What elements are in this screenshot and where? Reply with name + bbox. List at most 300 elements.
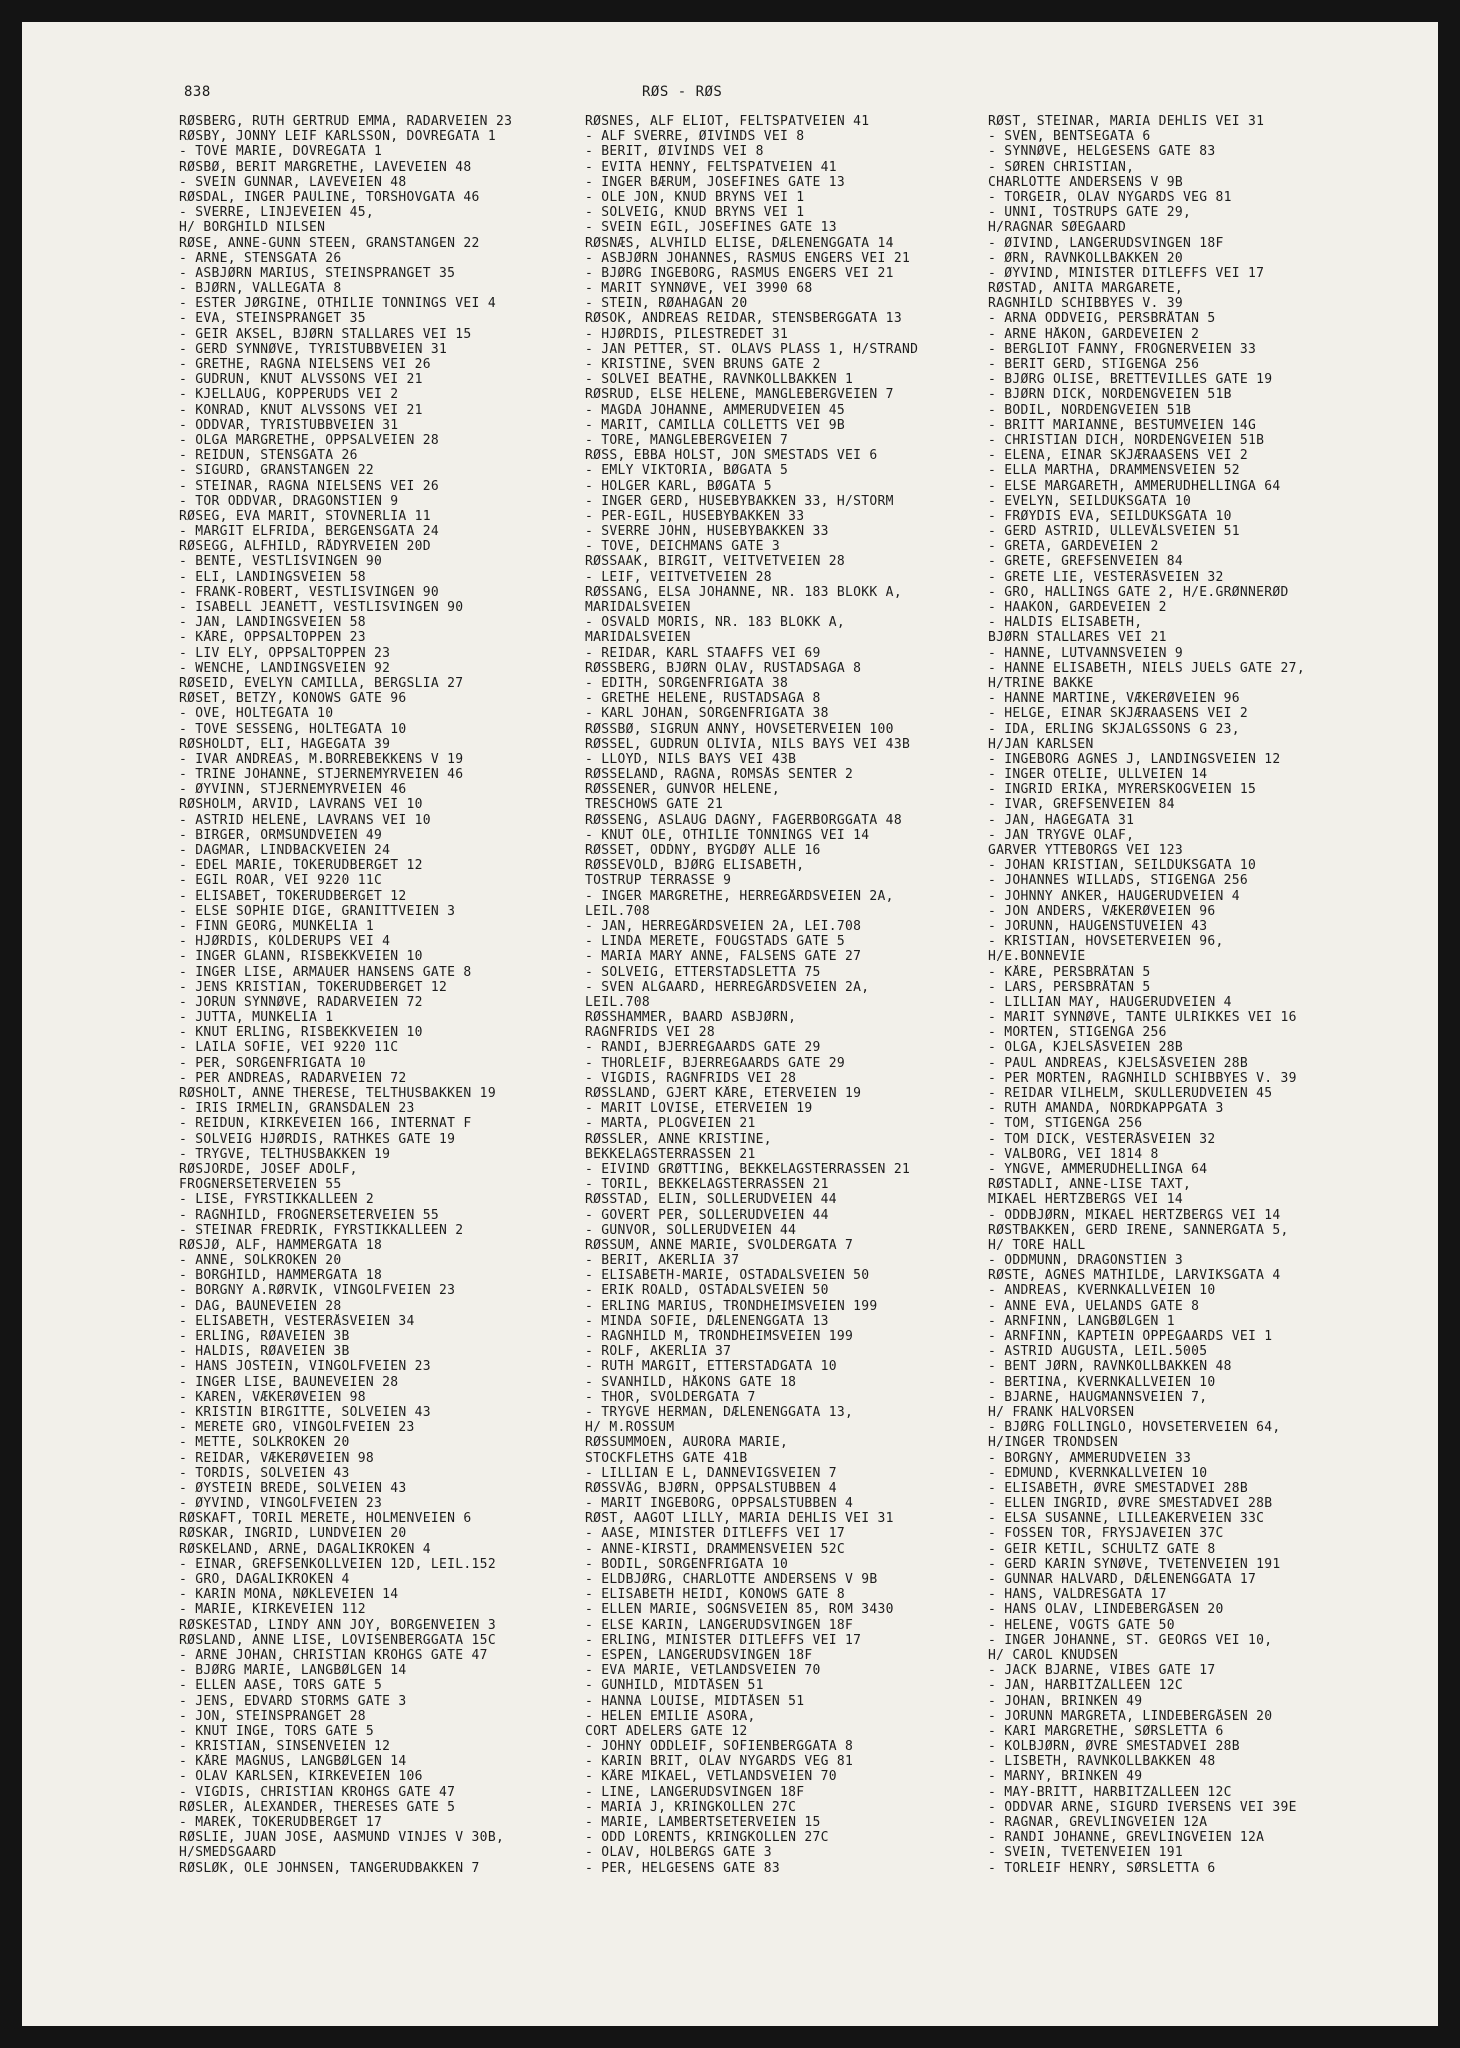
directory-entry: MARIDALSVEIEN xyxy=(585,630,691,646)
directory-entry: - RUTH MARGIT, ETTERSTADGATA 10 xyxy=(585,1359,837,1375)
directory-entry: - EVA, STEINSPRANGET 35 xyxy=(179,311,366,327)
directory-entry: CHARLOTTE ANDERSENS V 9B xyxy=(988,174,1184,190)
directory-entry: RØSDAL, INGER PAULINE, TORSHOVGATA 46 xyxy=(179,189,480,205)
directory-entry: - TRYGVE HERMAN, DÆLENENGGATA 13, xyxy=(585,1404,854,1420)
directory-entry: - EMLY VIKTORIA, BØGATA 5 xyxy=(585,463,789,479)
directory-entry: - REIDAR VILHELM, SKULLERUDVEIEN 45 xyxy=(988,1086,1273,1101)
directory-entry: - KARIN BRIT, OLAV NYGARDS VEG 81 xyxy=(585,1754,854,1770)
directory-entry: - REIDAR, KARL STAAFFS VEI 69 xyxy=(585,645,821,661)
directory-entry: - JENS KRISTIAN, TOKERUDBERGET 12 xyxy=(179,979,448,995)
directory-entry: - BENTE, VESTLISVINGEN 90 xyxy=(179,554,383,570)
directory-entry: - BODIL, SORGENFRIGATA 10 xyxy=(585,1556,789,1572)
directory-entry: RØST, STEINAR, MARIA DEHLIS VEI 31 xyxy=(988,114,1265,129)
directory-entry: - ØRN, RAVNKOLLBAKKEN 20 xyxy=(988,250,1184,266)
directory-entry: - HANS JOSTEIN, VINGOLFVEIEN 23 xyxy=(179,1359,431,1375)
directory-column-3 xyxy=(988,114,1408,1876)
directory-entry: - ROLF, AKERLIA 37 xyxy=(585,1344,732,1360)
directory-entry: - RANDI, BJERREGAARDS GATE 29 xyxy=(585,1040,821,1056)
directory-entry: - MARIT SYNNØVE, TANTE ULRIKKES VEI 16 xyxy=(988,1010,1297,1026)
directory-entry: RØSHOLDT, ELI, HAGEGATA 39 xyxy=(179,736,391,752)
directory-entry: H/ TORE HALL xyxy=(988,1237,1086,1253)
directory-entry: - OLGA, KJELSÅSVEIEN 28B xyxy=(988,1040,1184,1056)
directory-entry: - WENCHE, LANDINGSVEIEN 92 xyxy=(179,660,391,676)
directory-entry: - ELISABETH, VESTERÅSVEIEN 34 xyxy=(179,1313,415,1329)
directory-entry: - SVEIN, TVETENVEIEN 191 xyxy=(988,1845,1184,1861)
directory-entry: - ELI, LANDINGSVEIEN 58 xyxy=(179,569,366,585)
directory-entry: - OVE, HOLTEGATA 10 xyxy=(179,706,334,722)
directory-entry: - ARNE HÅKON, GARDEVEIEN 2 xyxy=(988,326,1200,342)
directory-entry: RØSSBØ, SIGRUN ANNY, HOVSETERVEIEN 100 xyxy=(585,721,894,737)
directory-entry: - ØYVIND, VINGOLFVEIEN 23 xyxy=(179,1496,383,1512)
directory-entry: - HANNA LOUISE, MIDTÅSEN 51 xyxy=(585,1693,805,1709)
directory-entry: RØSE, ANNE-GUNN STEEN, GRANSTANGEN 22 xyxy=(179,235,480,251)
directory-entry: - SVERRE, LINJEVEIEN 45, xyxy=(179,205,375,221)
directory-entry: - FOSSEN TOR, FRYSJAVEIEN 37C xyxy=(988,1526,1224,1542)
directory-entry: - ERIK ROALD, OSTADALSVEIEN 50 xyxy=(585,1283,829,1299)
directory-entry: - JAN PETTER, ST. OLAVS PLASS 1, H/STRAND xyxy=(585,341,919,357)
directory-entry: - FRANK-ROBERT, VESTLISVINGEN 90 xyxy=(179,584,440,600)
directory-entry: - JOHANNES WILLADS, STIGENGA 256 xyxy=(988,873,1249,889)
directory-entry: - EDITH, SORGENFRIGATA 38 xyxy=(585,675,789,691)
directory-entry: - BJØRG OLISE, BRETTEVILLES GATE 19 xyxy=(988,372,1273,388)
directory-entry: - MARNY, BRINKEN 49 xyxy=(988,1769,1143,1785)
directory-entry: - VALBORG, VEI 1814 8 xyxy=(988,1146,1159,1162)
directory-entry: - BODIL, NORDENGVEIEN 51B xyxy=(988,402,1192,418)
directory-entry: - ANNE-KIRSTI, DRAMMENSVEIEN 52C xyxy=(585,1541,846,1557)
directory-entry: - GERD KARIN SYNØVE, TVETENVEIEN 191 xyxy=(988,1556,1281,1572)
directory-entry: H/TRINE BAKKE xyxy=(988,675,1094,691)
directory-entry: - JAN, HAGEGATA 31 xyxy=(988,812,1135,828)
directory-entry: RØSSBERG, BJØRN OLAV, RUSTADSAGA 8 xyxy=(585,660,862,676)
directory-entry: - JUTTA, MUNKELIA 1 xyxy=(179,1010,334,1026)
directory-entry: - HJØRDIS, KOLDERUPS VEI 4 xyxy=(179,934,391,950)
directory-entry: - SOLVEIG, KNUD BRYNS VEI 1 xyxy=(585,205,805,221)
directory-entry: - TOVE MARIE, DOVREGATA 1 xyxy=(179,144,383,160)
directory-entry: - LISBETH, RAVNKOLLBAKKEN 48 xyxy=(988,1754,1216,1770)
directory-entry: - KNUT ERLING, RISBEKKVEIEN 10 xyxy=(179,1025,423,1041)
directory-entry: - HALDIS ELISABETH, xyxy=(988,615,1143,631)
directory-entry: - LLOYD, NILS BAYS VEI 43B xyxy=(585,751,797,767)
directory-entry: - SVEN ALGAARD, HERREGÅRDSVEIEN 2A, xyxy=(585,979,870,995)
directory-entry: - BJØRN, VALLEGATA 8 xyxy=(179,281,342,297)
directory-entry: RØSTAD, ANITA MARGARETE, xyxy=(988,281,1184,297)
directory-entry: - GUNHILD, MIDTÅSEN 51 xyxy=(585,1678,764,1694)
directory-entry: - MARIA J, KRINGKOLLEN 27C xyxy=(585,1799,797,1815)
directory-entry: H/ CAROL KNUDSEN xyxy=(988,1647,1119,1663)
directory-entry: - STEINAR FREDRIK, FYRSTIKKALLEEN 2 xyxy=(179,1222,464,1238)
directory-entry: - JAN, LANDINGSVEIEN 58 xyxy=(179,615,366,631)
directory-entry: RØSLAND, ANNE LISE, LOVISENBERGGATA 15C xyxy=(179,1632,496,1648)
directory-entry: - INGER LISE, BAUNEVEIEN 28 xyxy=(179,1374,399,1390)
directory-entry: - KÅRE, OPPSALTOPPEN 23 xyxy=(179,630,366,646)
directory-entry: - JACK BJARNE, VIBES GATE 17 xyxy=(988,1663,1216,1679)
directory-entry: - ASTRID HELENE, LAVRANS VEI 10 xyxy=(179,812,431,828)
directory-entry: - MAY-BRITT, HARBITZALLEEN 12C xyxy=(988,1784,1232,1800)
directory-entry: - CHRISTIAN DICH, NORDENGVEIEN 51B xyxy=(988,432,1265,448)
directory-entry: RØSSENER, GUNVOR HELENE, xyxy=(585,782,781,798)
directory-entry: BJØRN STALLARES VEI 21 xyxy=(988,630,1167,646)
directory-entry: - ARNFINN, LANGBØLGEN 1 xyxy=(988,1313,1175,1329)
directory-entry: - RANDI JOHANNE, GREVLINGVEIEN 12A xyxy=(988,1830,1265,1846)
directory-entry: - LISE, FYRSTIKKALLEEN 2 xyxy=(179,1192,375,1208)
page-header xyxy=(22,84,1438,108)
directory-entry: - SVANHILD, HÅKONS GATE 18 xyxy=(585,1374,797,1390)
directory-entry: RØSSLER, ANNE KRISTINE, xyxy=(585,1131,772,1147)
directory-entry: - HANNE, LUTVANNSVEIEN 9 xyxy=(988,645,1184,661)
directory-entry: - FINN GEORG, MUNKELIA 1 xyxy=(179,918,375,934)
directory-entry: - JAN, HERREGÅRDSVEIEN 2A, LEI.708 xyxy=(585,918,862,934)
directory-entry: - RAGNHILD, FROGNERSETERVEIEN 55 xyxy=(179,1207,440,1223)
directory-entry: - KÅRE, PERSBRÅTAN 5 xyxy=(988,964,1151,980)
directory-entry: - HELGE, EINAR SKJÆRAASENS VEI 2 xyxy=(988,706,1249,722)
directory-entry: - INGER LISE, ARMAUER HANSENS GATE 8 xyxy=(179,964,472,980)
directory-entry: - IVAR ANDREAS, M.BORREBEKKENS V 19 xyxy=(179,751,464,767)
directory-entry: - LILLIAN MAY, HAUGERUDVEIEN 4 xyxy=(988,994,1232,1010)
directory-entry: - ODDVAR, TYRISTUBBVEIEN 31 xyxy=(179,417,399,433)
directory-entry: - MERETE GRO, VINGOLFVEIEN 23 xyxy=(179,1420,415,1436)
directory-entry: - STEINAR, RAGNA NIELSENS VEI 26 xyxy=(179,478,440,494)
directory-entry: - SOLVEIG, ETTERSTADSLETTA 75 xyxy=(585,964,821,980)
directory-entry: RØSJORDE, JOSEF ADOLF, xyxy=(179,1161,358,1177)
directory-entry: - PER ANDREAS, RADARVEIEN 72 xyxy=(179,1070,407,1086)
directory-entry: RAGNFRIDS VEI 28 xyxy=(585,1025,716,1041)
directory-entry: - TORIL, BEKKELAGSTERRASSEN 21 xyxy=(585,1177,829,1193)
directory-entry: - TORDIS, SOLVEIEN 43 xyxy=(179,1465,350,1481)
directory-entry: - RAGNAR, GREVLINGVEIEN 12A xyxy=(988,1815,1208,1830)
directory-entry: RØSTBAKKEN, GERD IRENE, SANNERGATA 5, xyxy=(988,1222,1289,1238)
directory-entry: - TOR ODDVAR, DRAGONSTIEN 9 xyxy=(179,493,399,509)
directory-entry: RØSSEL, GUDRUN OLIVIA, NILS BAYS VEI 43B xyxy=(585,736,911,752)
directory-entry: - KOLBJØRN, ØVRE SMESTADVEI 28B xyxy=(988,1739,1240,1755)
directory-entry: H/RAGNAR SØEGAARD xyxy=(988,220,1127,236)
directory-entry: - JOHNY ODDLEIF, SOFIENBERGGATA 8 xyxy=(585,1739,854,1755)
directory-entry: RØSBY, JONNY LEIF KARLSSON, DOVREGATA 1 xyxy=(179,129,496,145)
directory-entry: - ODDBJØRN, MIKAEL HERTZBERGS VEI 14 xyxy=(988,1207,1281,1223)
directory-entry: - INGER GERD, HUSEBYBAKKEN 33, H/STORM xyxy=(585,493,894,509)
directory-entry: - ELSE MARGARETH, AMMERUDHELLINGA 64 xyxy=(988,478,1281,494)
page-heading: RØS - RØS xyxy=(642,84,723,100)
directory-entry: - EIVIND GRØTTING, BEKKELAGSTERRASSEN 21 xyxy=(585,1161,911,1177)
directory-entry: - HANNE ELISABETH, NIELS JUELS GATE 27, xyxy=(988,660,1305,676)
directory-entry: - INGEBORG AGNES J, LANDINGSVEIEN 12 xyxy=(988,751,1281,767)
directory-entry: H/SMEDSGAARD xyxy=(179,1845,277,1861)
directory-entry: - ODDVAR ARNE, SIGURD IVERSENS VEI 39E xyxy=(988,1799,1297,1815)
directory-entry: - MARTA, PLOGVEIEN 21 xyxy=(585,1116,756,1132)
directory-entry: - ASBJØRN MARIUS, STEINSPRANGET 35 xyxy=(179,265,456,281)
directory-entry: - MAREK, TOKERUDBERGET 17 xyxy=(179,1815,383,1830)
directory-entry: - LARS, PERSBRÅTAN 5 xyxy=(988,979,1151,995)
directory-entry: - LEIF, VEITVETVEIEN 28 xyxy=(585,569,772,585)
directory-entry: RØSSANG, ELSA JOHANNE, NR. 183 BLOKK A, xyxy=(585,584,902,600)
directory-entry: - MARIT SYNNØVE, VEI 3990 68 xyxy=(585,281,813,297)
directory-entry: - ELLEN MARIE, SOGNSVEIEN 85, ROM 3430 xyxy=(585,1602,894,1618)
directory-entry: - BERIT, AKERLIA 37 xyxy=(585,1253,740,1269)
directory-entry: - GRETHE HELENE, RUSTADSAGA 8 xyxy=(585,691,821,707)
directory-entry: - JORUNN, HAUGENSTUVEIEN 43 xyxy=(988,918,1208,934)
directory-entry: - SVERRE JOHN, HUSEBYBAKKEN 33 xyxy=(585,524,829,540)
directory-entry: - HANS OLAV, LINDEBERGÅSEN 20 xyxy=(988,1602,1224,1618)
directory-entry: - REIDUN, KIRKEVEIEN 166, INTERNAT F xyxy=(179,1116,472,1132)
directory-entry: - ELLA MARTHA, DRAMMENSVEIEN 52 xyxy=(988,463,1240,479)
directory-entry: - BORGNY A.RØRVIK, VINGOLFVEIEN 23 xyxy=(179,1283,456,1299)
directory-entry: TRESCHOWS GATE 21 xyxy=(585,797,724,813)
directory-entry: - INGER MARGRETHE, HERREGÅRDSVEIEN 2A, xyxy=(585,888,894,904)
directory-entry: - SOLVEI BEATHE, RAVNKOLLBAKKEN 1 xyxy=(585,372,854,388)
directory-entry: - LINE, LANGERUDSVINGEN 18F xyxy=(585,1784,805,1800)
directory-entry: - BJØRN DICK, NORDENGVEIEN 51B xyxy=(988,387,1232,403)
directory-entry: - INGRID ERIKA, MYRERSKOGVEIEN 15 xyxy=(988,782,1257,798)
directory-entry: - TORLEIF HENRY, SØRSLETTA 6 xyxy=(988,1860,1216,1876)
directory-entry: - GRETA, GARDEVEIEN 2 xyxy=(988,539,1159,555)
directory-entry: - ELISABETH, ØVRE SMESTADVEI 28B xyxy=(988,1480,1249,1496)
directory-entry: - ERLING, RØAVEIEN 3B xyxy=(179,1329,350,1344)
directory-entry: - ELISABETH-MARIE, OSTADALSVEIEN 50 xyxy=(585,1268,870,1284)
directory-entry: - PER, SORGENFRIGATA 10 xyxy=(179,1055,366,1071)
directory-entry: - SØREN CHRISTIAN, xyxy=(988,159,1135,175)
directory-entry: RØSSEVOLD, BJØRG ELISABETH, xyxy=(585,858,805,874)
directory-entry: CORT ADELERS GATE 12 xyxy=(585,1723,748,1739)
directory-entry: RØSS, EBBA HOLST, JON SMESTADS VEI 6 xyxy=(585,448,878,464)
directory-entry: MARIDALSVEIEN xyxy=(585,600,691,615)
directory-entry: - ØYVIND, MINISTER DITLEFFS VEI 17 xyxy=(988,265,1265,281)
directory-entry: - HAAKON, GARDEVEIEN 2 xyxy=(988,600,1167,615)
directory-entry: - TOM, STIGENGA 256 xyxy=(988,1116,1143,1132)
directory-entry: - GOVERT PER, SOLLERUDVEIEN 44 xyxy=(585,1207,829,1223)
directory-entry: - SYNNØVE, HELGESENS GATE 83 xyxy=(988,144,1216,160)
directory-entry: - BJØRG INGEBORG, RASMUS ENGERS VEI 21 xyxy=(585,265,894,281)
directory-entry: - LAILA SOFIE, VEI 9220 11C xyxy=(179,1040,399,1056)
directory-entry: - GUNVOR, SOLLERUDVEIEN 44 xyxy=(585,1222,797,1238)
directory-entry: - INGER OTELIE, ULLVEIEN 14 xyxy=(988,767,1208,783)
directory-entry: - SVEIN GUNNAR, LAVEVEIEN 48 xyxy=(179,174,407,190)
directory-entry: - KARI MARGRETHE, SØRSLETTA 6 xyxy=(988,1723,1224,1739)
directory-entry: LEIL.708 xyxy=(585,903,651,919)
directory-entry: - BIRGER, ORMSUNDVEIEN 49 xyxy=(179,827,383,843)
directory-entry: - YNGVE, AMMERUDHELLINGA 64 xyxy=(988,1161,1208,1177)
directory-entry: RØSBØ, BERIT MARGRETHE, LAVEVEIEN 48 xyxy=(179,159,472,175)
directory-entry: RØSLØK, OLE JOHNSEN, TANGERUDBAKKEN 7 xyxy=(179,1860,480,1876)
directory-entry: - OLGA MARGRETHE, OPPSALVEIEN 28 xyxy=(179,432,440,448)
directory-entry: - ODD LORENTS, KRINGKOLLEN 27C xyxy=(585,1830,829,1846)
directory-entry: - GRETE, GREFSENVEIEN 84 xyxy=(988,554,1184,570)
page-number: 838 xyxy=(184,84,211,100)
directory-entry: RØST, AAGOT LILLY, MARIA DEHLIS VEI 31 xyxy=(585,1511,894,1527)
directory-entry: - IRIS IRMELIN, GRANSDALEN 23 xyxy=(179,1101,415,1117)
directory-entry: - KRISTIAN, HOVSETERVEIEN 96, xyxy=(988,934,1224,950)
directory-entry: - EVITA HENNY, FELTSPATVEIEN 41 xyxy=(585,159,837,175)
directory-entry: - ASTRID AUGUSTA, LEIL.5005 xyxy=(988,1344,1208,1360)
directory-entry: RØSLIE, JUAN JOSE, AASMUND VINJES V 30B, xyxy=(179,1830,505,1846)
directory-entry: - ELSA SUSANNE, LILLEAKERVEIEN 33C xyxy=(988,1511,1265,1527)
directory-entry: H/ BORGHILD NILSEN xyxy=(179,220,326,236)
directory-entry: - ANNE, SOLKROKEN 20 xyxy=(179,1253,342,1269)
directory-entry: RØSNES, ALF ELIOT, FELTSPATVEIEN 41 xyxy=(585,114,870,129)
directory-entry: - BENT JØRN, RAVNKOLLBAKKEN 48 xyxy=(988,1359,1232,1375)
directory-entry: - KNUT INGE, TORS GATE 5 xyxy=(179,1723,375,1739)
directory-entry: - IDA, ERLING SKJALGSSONS G 23, xyxy=(988,721,1240,737)
directory-entry: - RUTH AMANDA, NORDKAPPGATA 3 xyxy=(988,1101,1224,1117)
directory-entry: - JAN, HARBITZALLEEN 12C xyxy=(988,1678,1184,1694)
directory-entry: RØSSTAD, ELIN, SOLLERUDVEIEN 44 xyxy=(585,1192,837,1208)
directory-entry: - GUDRUN, KNUT ALVSSONS VEI 21 xyxy=(179,372,423,388)
directory-entry: RØSOK, ANDREAS REIDAR, STENSBERGGATA 13 xyxy=(585,311,902,327)
directory-page xyxy=(22,22,1438,2026)
directory-entry: - MORTEN, STIGENGA 256 xyxy=(988,1025,1167,1041)
directory-entry: - GRO, HALLINGS GATE 2, H/E.GRØNNERØD xyxy=(988,584,1289,600)
directory-entry: - KAREN, VÆKERØVEIEN 98 xyxy=(179,1389,366,1405)
directory-entry: RØSSENG, ASLAUG DAGNY, FAGERBORGGATA 48 xyxy=(585,812,902,828)
directory-entry: RØSSLAND, GJERT KÅRE, ETERVEIEN 19 xyxy=(585,1086,862,1101)
directory-entry: - EGIL ROAR, VEI 9220 11C xyxy=(179,873,383,889)
directory-entry: RØSEGG, ALFHILD, RÅDYRVEIEN 20D xyxy=(179,539,431,555)
directory-entry: - VIGDIS, RAGNFRIDS VEI 28 xyxy=(585,1070,797,1086)
directory-entry: - PER MORTEN, RAGNHILD SCHIBBYES V. 39 xyxy=(988,1070,1297,1086)
directory-entry: - HALDIS, RØAVEIEN 3B xyxy=(179,1344,350,1360)
directory-entry: RØSKELAND, ARNE, DAGALIKROKEN 4 xyxy=(179,1541,431,1557)
directory-entry: - JOHAN, BRINKEN 49 xyxy=(988,1693,1143,1709)
directory-entry: - JON, STEINSPRANGET 28 xyxy=(179,1708,366,1724)
directory-entry: - JON ANDERS, VÆKERØVEIEN 96 xyxy=(988,903,1216,919)
directory-entry: - BERIT, ØIVINDS VEI 8 xyxy=(585,144,764,160)
directory-entry: - PER-EGIL, HUSEBYBAKKEN 33 xyxy=(585,508,805,524)
directory-entry: - DAG, BAUNEVEIEN 28 xyxy=(179,1298,342,1314)
directory-entry: H/INGER TRONDSEN xyxy=(988,1435,1119,1451)
directory-entry: - BORGNY, AMMERUDVEIEN 33 xyxy=(988,1450,1192,1466)
directory-entry: RØSKAFT, TORIL MERETE, HOLMENVEIEN 6 xyxy=(179,1511,472,1527)
directory-entry: - SVEIN EGIL, JOSEFINES GATE 13 xyxy=(585,220,837,236)
directory-entry: - REIDAR, VÆKERØVEIEN 98 xyxy=(179,1450,375,1466)
directory-entry: - LILLIAN E L, DANNEVIGSVEIEN 7 xyxy=(585,1465,837,1481)
directory-entry: - AASE, MINISTER DITLEFFS VEI 17 xyxy=(585,1526,846,1542)
directory-entry: - EDEL MARIE, TOKERUDBERGET 12 xyxy=(179,858,423,874)
directory-entry: RØSTE, AGNES MATHILDE, LARVIKSGATA 4 xyxy=(988,1268,1281,1284)
directory-entry: RØSNÆS, ALVHILD ELISE, DÆLENENGGATA 14 xyxy=(585,235,894,251)
directory-entry: RØSHOLT, ANNE THERESE, TELTHUSBAKKEN 19 xyxy=(179,1086,496,1101)
directory-entry: - JOHNNY ANKER, HAUGERUDVEIEN 4 xyxy=(988,888,1240,904)
directory-entry: H/JAN KARLSEN xyxy=(988,736,1094,752)
directory-entry: - JAN TRYGVE OLAF, xyxy=(988,827,1135,843)
directory-entry: - ELLEN INGRID, ØVRE SMESTADVEI 28B xyxy=(988,1496,1273,1512)
directory-entry: - SVEN, BENTSEGATA 6 xyxy=(988,129,1151,145)
directory-entry: - KRISTIN BIRGITTE, SOLVEIEN 43 xyxy=(179,1404,431,1420)
directory-entry: - GEIR KETIL, SCHULTZ GATE 8 xyxy=(988,1541,1216,1557)
directory-entry: - ALF SVERRE, ØIVINDS VEI 8 xyxy=(585,129,805,145)
directory-entry: - GUNNAR HALVARD, DÆLENENGGATA 17 xyxy=(988,1572,1257,1587)
directory-entry: - INGER BÆRUM, JOSEFINES GATE 13 xyxy=(585,174,846,190)
directory-entry: - INGER GLANN, RISBEKKVEIEN 10 xyxy=(179,949,423,965)
directory-entry: - SOLVEIG HJØRDIS, RATHKES GATE 19 xyxy=(179,1131,456,1147)
directory-entry: - KÅRE MIKAEL, VETLANDSVEIEN 70 xyxy=(585,1769,837,1785)
directory-entry: RØSSELAND, RAGNA, ROMSÅS SENTER 2 xyxy=(585,767,854,783)
directory-entry: - OLAV, HOLBERGS GATE 3 xyxy=(585,1845,772,1861)
directory-entry: - ISABELL JEANETT, VESTLISVINGEN 90 xyxy=(179,600,464,615)
directory-entry: - GRO, DAGALIKROKEN 4 xyxy=(179,1572,350,1587)
directory-entry: RØSSHAMMER, BAARD ASBJØRN, xyxy=(585,1010,797,1026)
directory-entry: - MARIT LOVISE, ETERVEIEN 19 xyxy=(585,1101,813,1117)
directory-entry: - PAUL ANDREAS, KJELSÅSVEIEN 28B xyxy=(988,1055,1249,1071)
directory-entry: - ERLING MARIUS, TRONDHEIMSVEIEN 199 xyxy=(585,1298,878,1314)
directory-entry: RØSET, BETZY, KONOWS GATE 96 xyxy=(179,691,407,707)
directory-entry: - HJØRDIS, PILESTREDET 31 xyxy=(585,326,789,342)
directory-entry: - HANS, VALDRESGATA 17 xyxy=(988,1587,1167,1603)
directory-entry: - ØYVINN, STJERNEMYRVEIEN 46 xyxy=(179,782,407,798)
directory-entry: - ESTER JØRGINE, OTHILIE TONNINGS VEI 4 xyxy=(179,296,496,312)
directory-entry: - FRØYDIS EVA, SEILDUKSGATA 10 xyxy=(988,508,1232,524)
directory-entry: RØSSAAK, BIRGIT, VEITVETVEIEN 28 xyxy=(585,554,846,570)
directory-entry: - ELISABET, TOKERUDBERGET 12 xyxy=(179,888,407,904)
directory-entry: - REIDUN, STENSGATA 26 xyxy=(179,448,358,464)
directory-entry: - GERD SYNNØVE, TYRISTUBBVEIEN 31 xyxy=(179,341,448,357)
directory-entry: - BRITT MARIANNE, BESTUMVEIEN 14G xyxy=(988,417,1257,433)
directory-entry: - EVELYN, SEILDUKSGATA 10 xyxy=(988,493,1192,509)
directory-entry: H/E.BONNEVIE xyxy=(988,949,1086,965)
directory-entry: - OLAV KARLSEN, KIRKEVEIEN 106 xyxy=(179,1769,423,1785)
directory-entry: - THORLEIF, BJERREGAARDS GATE 29 xyxy=(585,1055,846,1071)
directory-entry: RØSSVÅG, BJØRN, OPPSALSTUBBEN 4 xyxy=(585,1480,837,1496)
directory-entry: - METTE, SOLKROKEN 20 xyxy=(179,1435,350,1451)
directory-entry: - TRINE JOHANNE, STJERNEMYRVEIEN 46 xyxy=(179,767,464,783)
directory-column-2 xyxy=(585,114,1005,1876)
directory-entry: - BERIT GERD, STIGENGA 256 xyxy=(988,357,1200,372)
directory-entry: - VIGDIS, CHRISTIAN KROHGS GATE 47 xyxy=(179,1784,456,1800)
directory-entry: - ELSE KARIN, LANGERUDSVINGEN 18F xyxy=(585,1617,854,1633)
directory-entry: - JORUN SYNNØVE, RADARVEIEN 72 xyxy=(179,994,423,1010)
directory-entry: - THOR, SVOLDERGATA 7 xyxy=(585,1389,756,1405)
directory-entry: - TORGEIR, OLAV NYGARDS VEG 81 xyxy=(988,189,1232,205)
directory-entry: - TORE, MANGLEBERGVEIEN 7 xyxy=(585,432,789,448)
directory-entry: FROGNERSETERVEIEN 55 xyxy=(179,1177,342,1193)
directory-entry: - LIV ELY, OPPSALTOPPEN 23 xyxy=(179,645,391,661)
directory-entry: - RAGNHILD M, TRONDHEIMSVEIEN 199 xyxy=(585,1329,854,1344)
directory-entry: - MARGIT ELFRIDA, BERGENSGATA 24 xyxy=(179,524,440,540)
directory-entry: - BERTINA, KVERNKALLVEIEN 10 xyxy=(988,1374,1216,1390)
directory-entry: TOSTRUP TERRASSE 9 xyxy=(585,873,732,889)
directory-entry: RØSLER, ALEXANDER, THERESES GATE 5 xyxy=(179,1799,456,1815)
directory-entry: - ASBJØRN JOHANNES, RASMUS ENGERS VEI 21 xyxy=(585,250,911,266)
directory-entry: - SIGURD, GRANSTANGEN 22 xyxy=(179,463,375,479)
directory-entry: RØSJØ, ALF, HAMMERGATA 18 xyxy=(179,1237,383,1253)
directory-entry: - JOHAN KRISTIAN, SEILDUKSGATA 10 xyxy=(988,858,1257,874)
directory-entry: - EINAR, GREFSENKOLLVEIEN 12D, LEIL.152 xyxy=(179,1556,496,1572)
directory-entry: - ERLING, MINISTER DITLEFFS VEI 17 xyxy=(585,1632,862,1648)
directory-entry: - EDMUND, KVERNKALLVEIEN 10 xyxy=(988,1465,1208,1481)
directory-entry: MIKAEL HERTZBERGS VEI 14 xyxy=(988,1192,1184,1208)
directory-entry: - LINDA MERETE, FOUGSTADS GATE 5 xyxy=(585,934,846,950)
directory-entry: RØSKESTAD, LINDY ANN JOY, BORGENVEIEN 3 xyxy=(179,1617,496,1633)
directory-entry: - ESPEN, LANGERUDSVINGEN 18F xyxy=(585,1647,813,1663)
directory-entry: - GRETE LIE, VESTERÅSVEIEN 32 xyxy=(988,569,1224,585)
directory-entry: - ELLEN AASE, TORS GATE 5 xyxy=(179,1678,383,1694)
directory-entry: - ØYSTEIN BREDE, SOLVEIEN 43 xyxy=(179,1480,407,1496)
directory-entry: - GEIR AKSEL, BJØRN STALLARES VEI 15 xyxy=(179,326,472,342)
directory-entry: - ELDBJØRG, CHARLOTTE ANDERSENS V 9B xyxy=(585,1572,878,1587)
directory-entry: RAGNHILD SCHIBBYES V. 39 xyxy=(988,296,1184,312)
directory-entry: - PER, HELGESENS GATE 83 xyxy=(585,1860,781,1876)
directory-entry: - IVAR, GREFSENVEIEN 84 xyxy=(988,797,1175,813)
directory-entry: - STEIN, RØAHAGAN 20 xyxy=(585,296,748,312)
directory-entry: - ARNE, STENSGATA 26 xyxy=(179,250,342,266)
directory-entry: - BORGHILD, HAMMERGATA 18 xyxy=(179,1268,383,1284)
directory-entry: - KÅRE MAGNUS, LANGBØLGEN 14 xyxy=(179,1754,407,1770)
directory-entry: - GRETHE, RAGNA NIELSENS VEI 26 xyxy=(179,357,431,372)
directory-entry: - TRYGVE, TELTHUSBAKKEN 19 xyxy=(179,1146,391,1162)
directory-entry: - HOLGER KARL, BØGATA 5 xyxy=(585,478,772,494)
directory-entry: - ODDMUNN, DRAGONSTIEN 3 xyxy=(988,1253,1184,1269)
directory-entry: RØSEG, EVA MARIT, STOVNERLIA 11 xyxy=(179,508,431,524)
directory-entry: RØSTADLI, ANNE-LISE TAXT, xyxy=(988,1177,1192,1193)
directory-entry: RØSKAR, INGRID, LUNDVEIEN 20 xyxy=(179,1526,407,1542)
directory-entry: - ELENA, EINAR SKJÆRAASENS VEI 2 xyxy=(988,448,1249,464)
